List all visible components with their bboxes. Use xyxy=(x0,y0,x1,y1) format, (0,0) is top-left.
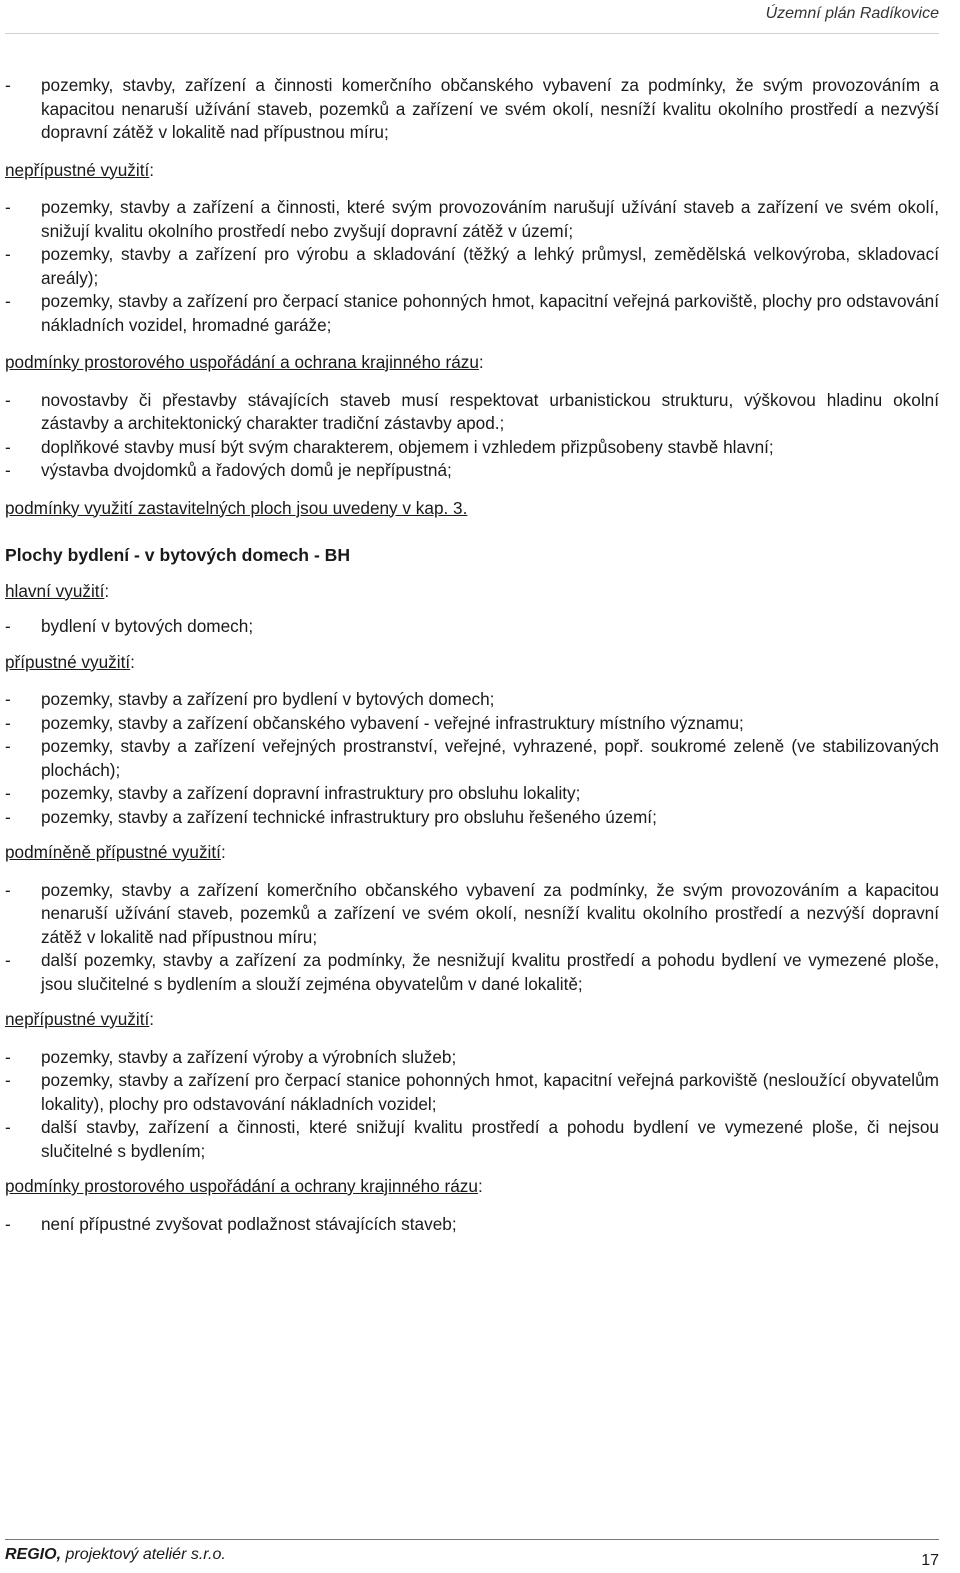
section-heading-podminky: podmínky prostorového uspořádání a ochrana krajinného rázu: xyxy=(5,352,484,372)
section-heading-pripustne: přípustné využití: xyxy=(5,651,135,672)
list-item: - novostavby či přestavby stávajících staveb musí respektovat urbanistickou strukturu, výškovou hladinu okolní zástavby a architektonický charakter tradiční zástavby apod.; xyxy=(5,389,939,433)
page-number: 17 xyxy=(921,1552,939,1569)
list-item: - pozemky, stavby a zařízení komerčního občanského vybavení za podmínky, že svým provozováním a kapacitou nenaruší užívání staveb, pozemků a zařízení ve svém okolí, nesníží kvalitu okolního prostředí a nezvýší dopravní zátěž v lokalitě nad přípustnou míru; xyxy=(5,879,939,947)
section-heading-nepripustne-bh: nepřípustné využití: xyxy=(5,1009,155,1029)
header-divider xyxy=(5,33,939,34)
list-item: - pozemky, stavby a zařízení veřejných prostranství, veřejné, vyhrazené, popř. soukromé zeleně (ve stabilizovaných plochách); xyxy=(5,736,939,780)
section-heading-podminky-bh: podmínky prostorového uspořádání a ochrany krajinného rázu: xyxy=(5,1176,483,1196)
section-heading-nepripustne: nepřípustné využití: xyxy=(5,159,155,180)
list-item: - pozemky, stavby a zařízení pro čerpací stanice pohonných hmot, kapacitní veřejná parkoviště, plochy pro odstavování nákladních vozidel, hromadné garáže; xyxy=(5,291,939,335)
company-name: REGIO, xyxy=(5,1546,62,1563)
section-heading-hlavni: hlavní využití: xyxy=(5,580,110,601)
list-item: - bydlení v bytových domech; xyxy=(5,616,254,636)
footer-divider xyxy=(5,1539,939,1540)
section-heading-podminene: podmíněně přípustné využití: xyxy=(5,842,226,862)
list-item: - není přípustné zvyšovat podlažnost stávajících staveb; xyxy=(5,1213,457,1234)
list-dash: - xyxy=(5,75,11,95)
list-item: - pozemky, stavby a zařízení dopravní infrastruktury pro obsluhu lokality; xyxy=(5,783,581,803)
list-item: - pozemky, stavby, zařízení a činnosti komerčního občanského vybavení za podmínky, že svým provozováním a kapacitou nenaruší užívání staveb, pozemků a zařízení ve svém okolí, nesníží kvalitu okolního prostředí a nezvýší dopravní zátěž v lokalitě nad přípustnou míru; xyxy=(5,75,939,142)
footer-company: REGIO, projektový ateliér s.r.o. xyxy=(5,1546,226,1563)
list-item: - pozemky, stavby a zařízení výroby a výrobních služeb; xyxy=(5,1046,457,1067)
section-title-bh: Plochy bydlení - v bytových domech - BH xyxy=(5,545,351,565)
list-item: - pozemky, stavby a zařízení a činnosti, které svým provozováním narušují užívání staveb a zařízení ve svém okolí, snižují kvalitu okolního prostředí nebo zvyšují dopravní zátěž v území; xyxy=(5,197,939,241)
list-item: - pozemky, stavby a zařízení technické infrastruktury pro obsluhu řešeného území; xyxy=(5,806,657,827)
list-item: - pozemky, stavby a zařízení občanského vybavení - veřejné infrastruktury místního významu; xyxy=(5,712,744,733)
list-item: - pozemky, stavby a zařízení pro čerpací stanice pohonných hmot, kapacitní veřejná parkoviště (nesloužící obyvatelům lokality), plochy pro odstavování nákladních vozidel; xyxy=(5,1070,939,1114)
running-header-title: Územní plán Radíkovice xyxy=(765,5,939,22)
list-item: - pozemky, stavby a zařízení pro výrobu a skladování (těžký a lehký průmysl, zemědělská velkovýroba, skladovací areály); xyxy=(5,244,939,288)
list-item: - další pozemky, stavby a zařízení za podmínky, že nesnižují kvalitu prostředí a pohodu bydlení ve vymezené ploše, jsou slučitelné s bydlením a slouží zejména obyvatelům v dané lokalitě; xyxy=(5,950,939,994)
list-item: - pozemky, stavby a zařízení pro bydlení v bytových domech; xyxy=(5,689,495,709)
document-body xyxy=(5,74,939,1236)
zastavitelne-plochy-note: podmínky využití zastavitelných ploch jsou uvedeny v kap. 3. xyxy=(5,497,468,518)
list-item: - doplňkové stavby musí být svým charakterem, objemem i vzhledem přizpůsobeny stavbě hlavní; xyxy=(5,436,774,457)
list-item: - výstavba dvojdomků a řadových domů je nepřípustná; xyxy=(5,460,452,480)
list-item: - další stavby, zařízení a činnosti, které snižují kvalitu prostředí a pohodu bydlení ve vymezené ploše, či nejsou slučitelné s bydlením; xyxy=(5,1117,939,1161)
